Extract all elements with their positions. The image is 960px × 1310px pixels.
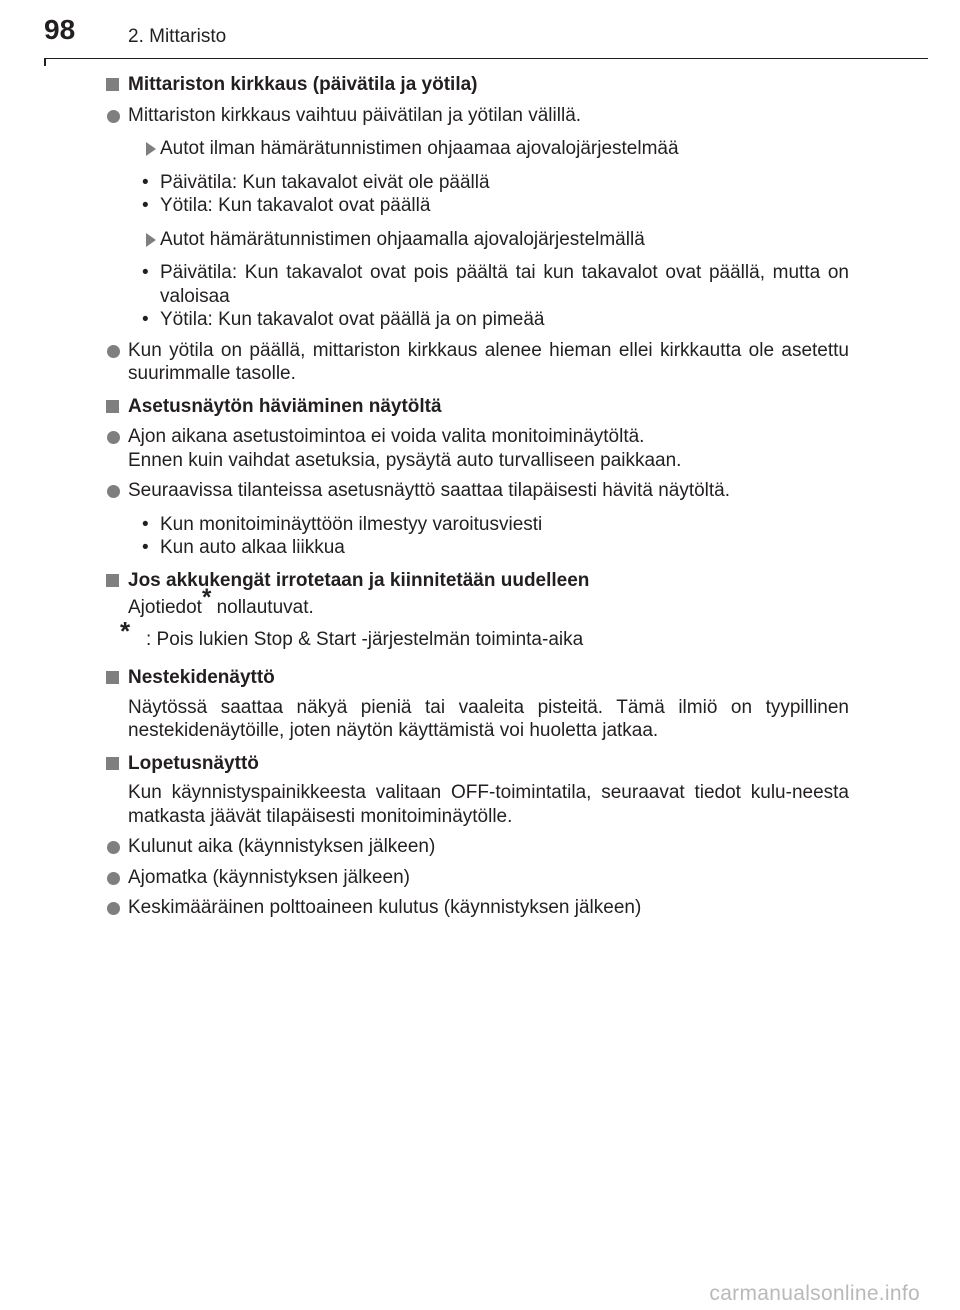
circle-bullet-icon [107, 485, 120, 498]
bullet-list [104, 171, 849, 218]
paragraph: Ajotiedot* nollautuvat. [128, 584, 314, 618]
circle-bullet-icon [107, 431, 120, 444]
footnote: * : Pois lukien Stop & Start -järjestelmän toiminta-aika [120, 615, 584, 650]
list-item: • Yötila: Kun takavalot ovat päällä ja on pimeää [142, 309, 545, 330]
paragraph: Kun käynnistyspainikkeesta valitaan OFF-toimintatila, seuraavat tiedot kulu-neesta matkasta jäävät tilapäisesti monitoiminäytölle. [128, 782, 849, 827]
circle-bullet-icon [107, 872, 120, 885]
square-bullet-icon [106, 574, 119, 587]
circle-bullet-item: Keskimääräinen polttoaineen kulutus (käynnistyksen jälkeen) [104, 896, 849, 920]
square-bullet-icon [106, 671, 119, 684]
arrow-right-icon [146, 142, 156, 156]
circle-bullet-item: Ajomatka (käynnistyksen jälkeen) [104, 866, 849, 890]
bullet-list [104, 261, 849, 332]
asterisk-mark: * [201, 584, 212, 611]
chapter-title: 2. Mittaristo [128, 26, 227, 47]
page-content [104, 64, 849, 920]
circle-bullet-icon [107, 110, 120, 123]
square-bullet-icon [106, 78, 119, 91]
section-heading: Jos akkukengät irrotetaan ja kiinnitetään uudelleen [104, 569, 849, 593]
circle-bullet-item: Ajon aikana asetustoimintoa ei voida valita monitoiminäytöltä. Ennen kuin vaihdat asetuksia, pysäytä auto turvalliseen paikkaan. [104, 425, 849, 472]
arrow-item: Autot ilman hämärätunnistimen ohjaamaa ajovalojärjestelmää [104, 137, 849, 161]
header-rule-stub [44, 58, 46, 66]
section-heading: Lopetusnäyttö [104, 752, 849, 776]
square-bullet-icon [106, 400, 119, 413]
list-item: • Yötila: Kun takavalot ovat päällä [142, 195, 431, 216]
circle-bullet-icon [107, 902, 120, 915]
square-bullet-icon [106, 757, 119, 770]
header-rule [44, 58, 928, 59]
list-item: • Kun auto alkaa liikkua [142, 537, 345, 558]
circle-bullet-item: Kulunut aika (käynnistyksen jälkeen) [104, 835, 849, 859]
arrow-item: Autot hämärätunnistimen ohjaamalla ajovalojärjestelmällä [104, 228, 849, 252]
section-heading: Nestekidenäyttö [104, 666, 849, 690]
paragraph: Näytössä saattaa näkyä pieniä tai vaaleita pisteitä. Tämä ilmiö on tyypillinen nestekidenäytöille, joten näytön käyttämistä voi huoletta jatkaa. [128, 696, 849, 741]
list-item: • Päivätila: Kun takavalot ovat pois päältä tai kun takavalot ovat päällä, mutta on valoisaa [142, 262, 849, 307]
circle-bullet-icon [107, 345, 120, 358]
page-number: 98 [44, 14, 76, 45]
circle-bullet-icon [107, 841, 120, 854]
arrow-right-icon [146, 233, 156, 247]
circle-bullet-item: Seuraavissa tilanteissa asetusnäyttö saattaa tilapäisesti hävitä näytöltä. [104, 479, 849, 503]
asterisk-mark: * [120, 615, 131, 646]
list-item: • Päivätila: Kun takavalot eivät ole päällä [142, 171, 490, 193]
circle-bullet-item: Kun yötila on päällä, mittariston kirkkaus alenee hieman ellei kirkkautta ole asetettu suurimmalle tasolle. [104, 339, 849, 386]
bullet-list [104, 513, 849, 560]
section-heading: Mittariston kirkkaus (päivätila ja yötila) [104, 73, 849, 97]
section-heading: Asetusnäytön häviäminen näytöltä [104, 395, 849, 419]
list-item: • Kun monitoiminäyttöön ilmestyy varoitusviesti [142, 513, 543, 535]
watermark: carmanualsonline.info [709, 1282, 920, 1305]
circle-bullet-item: Mittariston kirkkaus vaihtuu päivätilan ja yötilan välillä. [104, 104, 849, 128]
